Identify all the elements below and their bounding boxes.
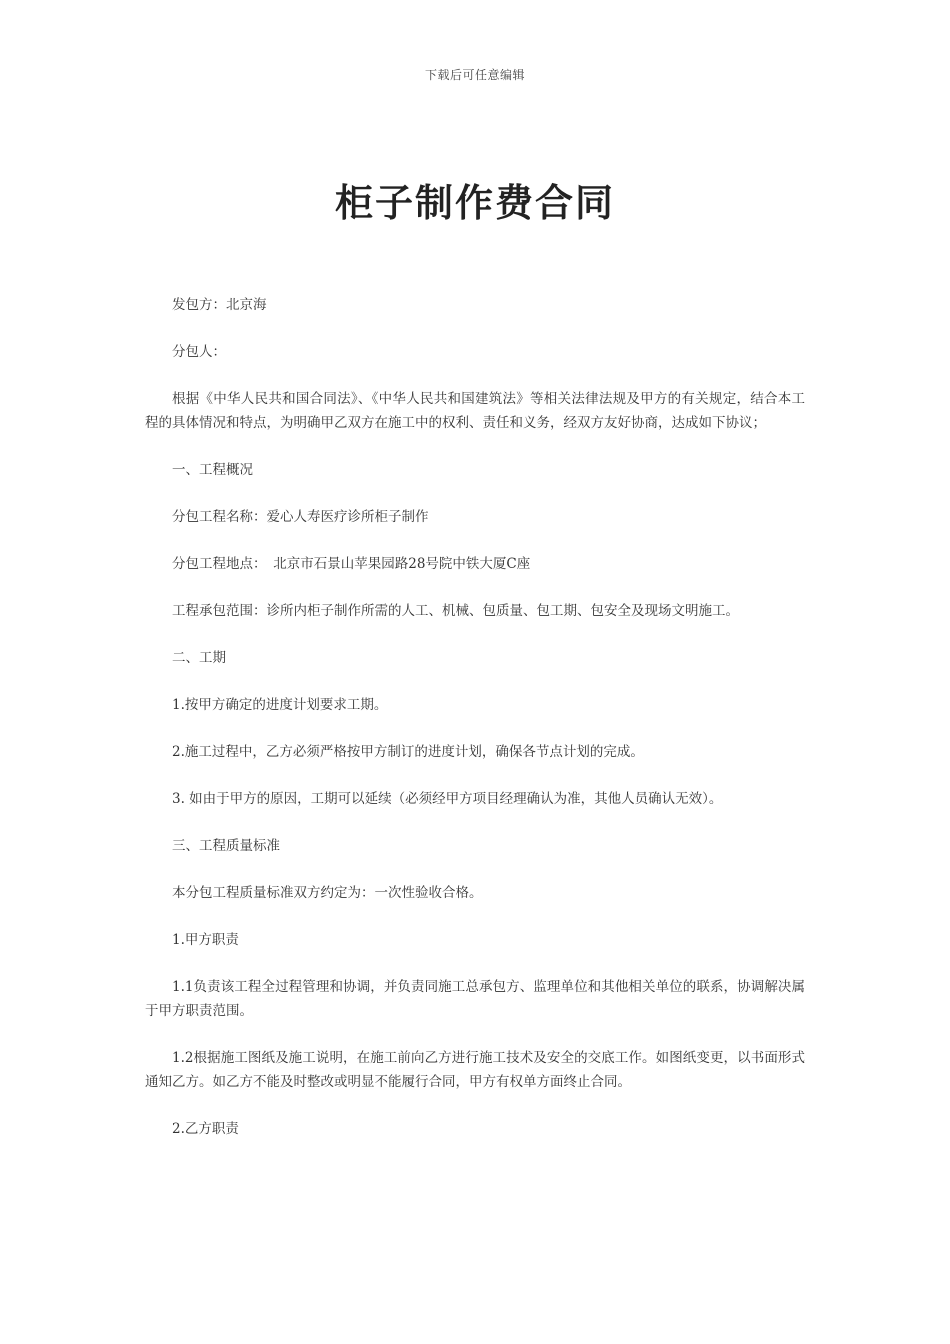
paragraph-project-scope: 工程承包范围：诊所内柜子制作所需的人工、机械、包质量、包工期、包安全及现场文明施工。	[172, 603, 739, 619]
paragraph-party-a-1-1: 1.1负责该工程全过程管理和协调，并负责同施工总承包方、监理单位和其他相关单位的联系，协调解决属于甲方职责范围。	[145, 979, 805, 1019]
section-heading-schedule: 二、工期	[172, 650, 226, 666]
document-title: 柜子制作费合同	[334, 180, 615, 225]
paragraph-quality-standard: 本分包工程质量标准双方约定为：一次性验收合格。	[172, 885, 483, 901]
section-heading-overview: 一、工程概况	[172, 462, 253, 478]
paragraph-project-location: 分包工程地点： 北京市石景山苹果园路28号院中铁大厦C座	[172, 556, 531, 572]
paragraph-schedule-1: 1.按甲方确定的进度计划要求工期。	[172, 697, 388, 713]
header-note: 下载后可任意编辑	[424, 68, 525, 82]
subheading-party-b-duties: 2.乙方职责	[172, 1121, 239, 1137]
paragraph-subcontractor: 分包人：	[172, 344, 226, 360]
section-heading-quality: 三、工程质量标准	[172, 838, 280, 854]
document-body	[145, 293, 805, 1141]
paragraph-project-name: 分包工程名称：爱心人寿医疗诊所柜子制作	[172, 509, 429, 525]
paragraph-schedule-2: 2.施工过程中，乙方必须严格按甲方制订的进度计划，确保各节点计划的完成。	[172, 744, 644, 760]
paragraph-preamble: 根据《中华人民共和国合同法》、《中华人民共和国建筑法》等相关法律法规及甲方的有关规定，结合本工程的具体情况和特点，为明确甲乙双方在施工中的权利、责任和义务，经双方友好协商，达成如下协议；	[145, 391, 805, 431]
paragraph-employer: 发包方：北京海	[172, 297, 267, 313]
subheading-party-a-duties: 1.甲方职责	[172, 932, 239, 948]
paragraph-schedule-3: 3. 如由于甲方的原因，工期可以延续（必须经甲方项目经理确认为准，其他人员确认无效）。	[172, 791, 723, 807]
paragraph-party-a-1-2: 1.2根据施工图纸及施工说明，在施工前向乙方进行施工技术及安全的交底工作。如图纸变更，以书面形式通知乙方。如乙方不能及时整改或明显不能履行合同，甲方有权单方面终止合同。	[145, 1050, 805, 1090]
